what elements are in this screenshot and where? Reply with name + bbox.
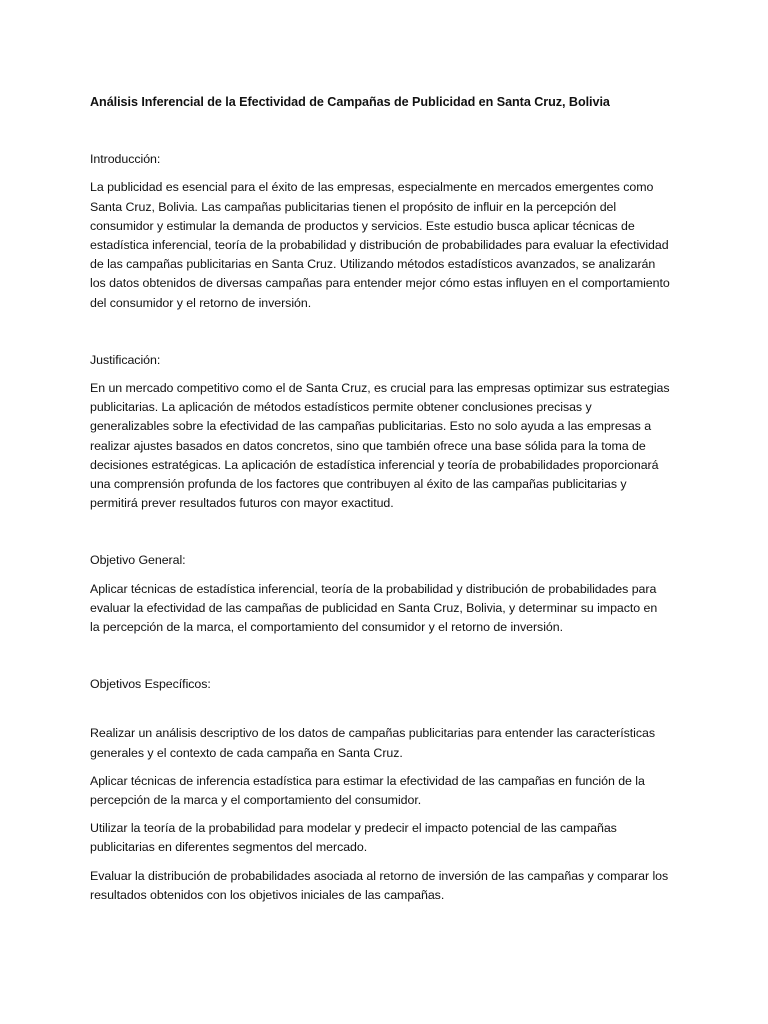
- section-heading-objetivo-general: Objetivo General:: [90, 553, 186, 568]
- spacer: [90, 370, 670, 379]
- section-heading-objetivos-especificos: Objetivos Específicos:: [90, 677, 211, 692]
- objective-item: Realizar un análisis descriptivo de los datos de campañas publicitarias para entender las características generales y el contexto de cada campaña en Santa Cruz.: [90, 726, 656, 760]
- spacer: [90, 763, 670, 772]
- spacer: [90, 810, 670, 819]
- section-body-justificacion: En un mercado competitivo como el de Santa Cruz, es crucial para las empresas optimizar sus estrategias publicitarias. La aplicación de métodos estadísticos permite obtener conclusiones precisas y generalizables sobre la efectividad de las campañas publicitarias. Esto no solo ayuda a las empresas a realizar ajustes basados en datos concretos, sino que también ofrece una base sólida para la toma de decisiones estratégicas. La aplicación de estadística inferencial y teoría de probabilidades proporcionará una comprensión profunda de los factores que contribuyen al éxito de las campañas publicitarias y permitirá prever resultados futuros con mayor exactitud.: [90, 381, 670, 511]
- spacer: [90, 513, 670, 551]
- spacer: [90, 858, 670, 867]
- section-body-objetivo-general: Aplicar técnicas de estadística inferencial, teoría de la probabilidad y distribución de probabilidades para evaluar la efectividad de las campañas de publicidad en Santa Cruz, Bolivia, y determinar su impacto en la percepción de la marca, el comportamiento del consumidor y el retorno de inversión.: [90, 581, 658, 635]
- section-heading-justificacion: Justificación:: [90, 352, 161, 367]
- section-body-introduccion: La publicidad es esencial para el éxito de las empresas, especialmente en mercados emergentes como Santa Cruz, Bolivia. Las campañas publicitarias tienen el propósito de influir en la percepción del consumidor y estimular la demanda de productos y servicios. Este estudio busca aplicar técnicas de estadística inferencial, teoría de la probabilidad y distribución de probabilidades para evaluar la efectividad de las campañas publicitarias en Santa Cruz. Utilizando métodos estadísticos avanzados, se analizarán los datos obtenidos de diversas campañas para entender mejor cómo estas influyen en el comportamiento del consumidor y el retorno de inversión.: [90, 180, 670, 310]
- spacer: [90, 694, 670, 724]
- spacer: [90, 637, 670, 675]
- document-title: Análisis Inferencial de la Efectividad de Campañas de Publicidad en Santa Cruz, Bolivia: [90, 95, 610, 109]
- spacer: [90, 313, 670, 351]
- document-content: [90, 93, 670, 905]
- objective-item: Evaluar la distribución de probabilidades asociada al retorno de inversión de las campañas y comparar los resultados obtenidos con los objetivos iniciales de las campañas.: [90, 868, 669, 902]
- spacer: [90, 571, 670, 580]
- objective-item: Utilizar la teoría de la probabilidad para modelar y predecir el impacto potencial de las campañas publicitarias en diferentes segmentos del mercado.: [90, 821, 617, 855]
- spacer: [90, 169, 670, 178]
- section-heading-introduccion: Introducción:: [90, 152, 161, 167]
- objective-item: Aplicar técnicas de inferencia estadística para estimar la efectividad de las campañas en función de la percepción de la marca y el comportamiento del consumidor.: [90, 773, 645, 808]
- spacer: [90, 112, 670, 150]
